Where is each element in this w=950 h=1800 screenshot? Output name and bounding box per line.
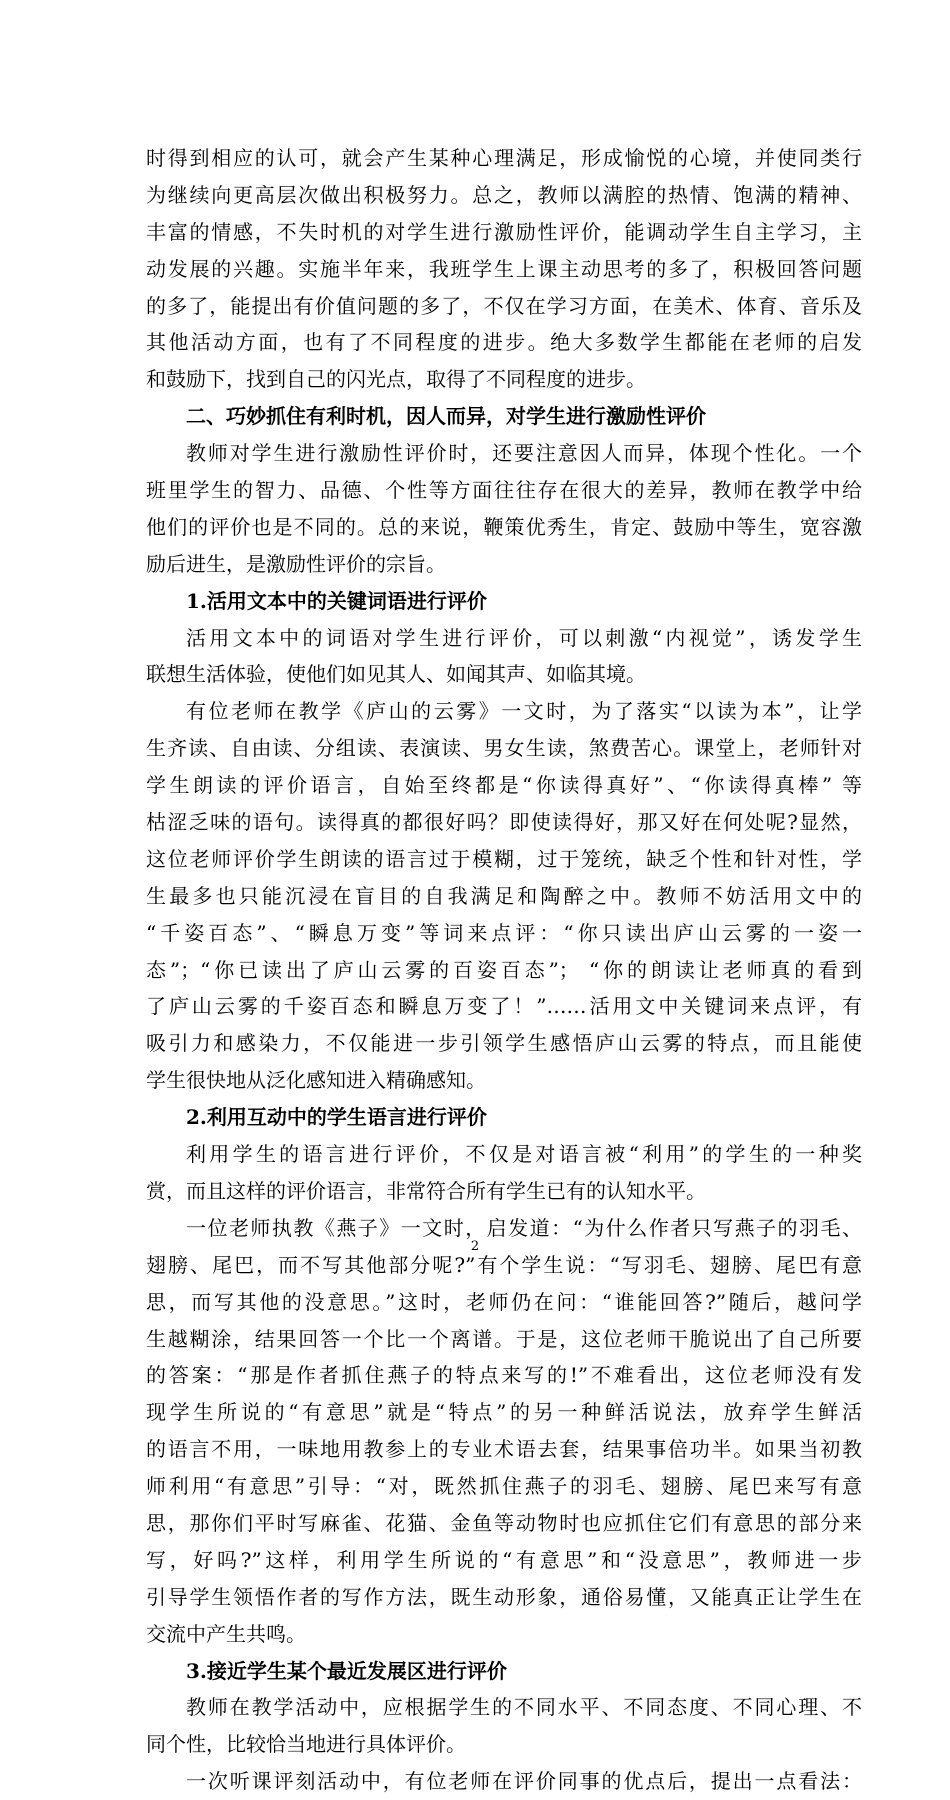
text-line: 同个性，比较恰当地进行具体评价。: [146, 1732, 466, 1757]
text-line: 的答案：“那是作者抓住燕子的特点来写的!”不难看出，这位老师没有发: [146, 1363, 862, 1388]
text-line: 活用文本中的词语对学生进行评价，可以刺激“内视觉”，诱发学生: [186, 625, 862, 650]
text-line: 班里学生的智力、品德、个性等方面往往存在很大的差异，教师在教学中给: [146, 478, 862, 503]
text-line: 的多了，能提出有价值问题的多了，不仅在学习方面，在美术、体育、音乐及: [146, 293, 862, 318]
text-line: 生越糊涂，结果回答一个比一个离谱。于是，这位老师干脆说出了自己所要: [146, 1326, 862, 1351]
section-heading: 3.接近学生某个最近发展区进行评价: [186, 1658, 507, 1683]
text-line: 励后进生，是激励性评价的宗旨。: [146, 551, 446, 576]
text-line: 了庐山云雾的千姿百态和瞬息万变了！”……活用文中关键词来点评，有: [146, 994, 862, 1019]
text-line: 教师在教学活动中，应根据学生的不同水平、不同态度、不同心理、不: [186, 1695, 862, 1720]
text-line: 的语言不用，一味地用教参上的专业术语去套，结果事倍功半。如果当初教: [146, 1437, 862, 1462]
text-line: 和鼓励下，找到自己的闪光点，取得了不同程度的进步。: [146, 367, 646, 392]
text-line: 枯涩乏味的语句。读得真的都很好吗？即使读得好，那又好在何处呢?显然，: [146, 810, 862, 835]
text-line: 思，那你们平时写麻雀、花猫、金鱼等动物时也应抓住它们有意思的部分来: [146, 1510, 862, 1535]
text-line: 现学生所说的“有意思”就是“特点”的另一种鲜活说法，放弃学生鲜活: [146, 1400, 862, 1425]
text-line: 时得到相应的认可，就会产生某种心理满足，形成愉悦的心境，并使同类行: [146, 146, 862, 170]
document-body: [146, 140, 862, 1800]
text-line: 这位老师评价学生朗读的语言过于模糊，过于笼统，缺乏个性和针对性，学: [146, 846, 862, 871]
text-line: 赏，而且这样的评价语言，非常符合所有学生已有的认知水平。: [146, 1178, 706, 1203]
text-line: 他们的评价也是不同的。总的来说，鞭策优秀生，肯定、鼓励中等生，宽容激: [146, 514, 862, 539]
text-line: 教师对学生进行激励性评价时，还要注意因人而异，体现个性化。一个: [186, 441, 862, 466]
text-line: 有位老师在教学《庐山的云雾》一文时，为了落实“以读为本”，让学: [186, 699, 862, 724]
text-line: “千姿百态”、“瞬息万变”等词来点评：“你只读出庐山云雾的一姿一: [146, 920, 862, 945]
text-line: 吸引力和感染力，不仅能进一步引领学生感悟庐山云雾的特点，而且能使: [146, 1031, 862, 1056]
text-line: 师利用“有意思”引导：“对，既然抓住燕子的羽毛、翅膀、尾巴来写有意: [146, 1474, 862, 1499]
section-heading: 1.活用文本中的关键词语进行评价: [186, 588, 487, 613]
text-line: 为继续向更高层次做出积极努力。总之，教师以满腔的热情、饱满的精神、: [146, 182, 862, 207]
text-line: 联想生活体验，使他们如见其人、如闻其声、如临其境。: [146, 662, 646, 687]
text-line: 翅膀、尾巴，而不写其他部分呢?”有个学生说：“写羽毛、翅膀、尾巴有意: [146, 1252, 862, 1277]
page-number: 2: [470, 1239, 480, 1254]
text-line: 思，而写其他的没意思。”这时，老师仍在问：“谁能回答?”随后，越问学: [146, 1289, 862, 1314]
text-line: 利用学生的语言进行评价，不仅是对语言被“利用”的学生的一种奖: [186, 1142, 862, 1167]
text-line: 学生朗读的评价语言，自始至终都是“你读得真好”、“你读得真棒” 等: [146, 773, 862, 798]
section-heading: 2.利用互动中的学生语言进行评价: [186, 1105, 487, 1130]
text-line: 一位老师执教《燕子》一文时，启发道：“为什么作者只写燕子的羽毛、: [186, 1215, 862, 1240]
text-line: 引导学生领悟作者的写作方法，既生动形象，通俗易懂，又能真正让学生在: [146, 1584, 862, 1609]
text-line: 丰富的情感，不失时机的对学生进行激励性评价，能调动学生自主学习，主: [146, 219, 862, 244]
text-line: 生最多也只能沉浸在盲目的自我满足和陶醉之中。教师不妨活用文中的: [146, 883, 862, 908]
text-line: 写，好吗?”这样，利用学生所说的“有意思”和“没意思”，教师进一步: [146, 1547, 862, 1572]
section-heading: 二、巧妙抓住有利时机，因人而异，对学生进行激励性评价: [186, 404, 706, 429]
text-line: 动发展的兴趣。实施半年来，我班学生上课主动思考的多了，积极回答问题: [146, 256, 862, 281]
text-line: 其他活动方面，也有了不同程度的进步。绝大多数学生都能在老师的启发: [146, 330, 862, 355]
text-line: 学生很快地从泛化感知进入精确感知。: [146, 1068, 486, 1093]
text-line: 生齐读、自由读、分组读、表演读、男女生读，煞费苦心。课堂上，老师针对: [146, 736, 862, 761]
text-line: 一次听课评刻活动中，有位老师在评价同事的优点后，提出一点看法：: [186, 1769, 862, 1794]
text-line: 态”；“你已读出了庐山云雾的百姿百态”； “你的朗读让老师真的看到: [146, 957, 862, 982]
text-line: 交流中产生共鸣。: [146, 1621, 306, 1646]
